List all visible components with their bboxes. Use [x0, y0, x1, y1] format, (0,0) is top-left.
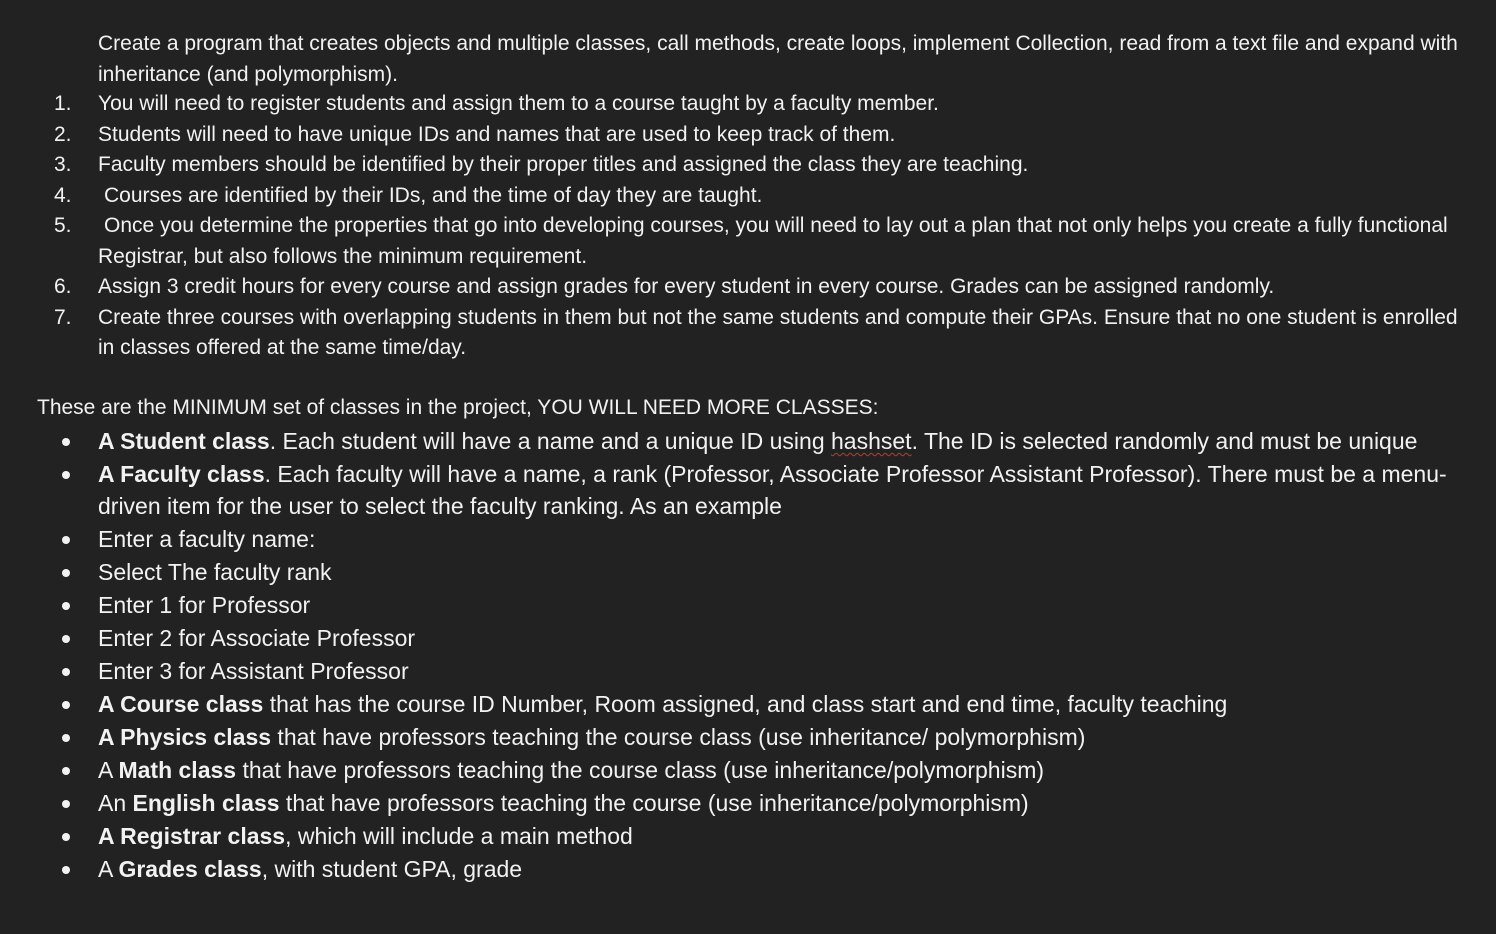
item-text: Select The faculty rank: [98, 559, 332, 585]
list-number: 5.: [54, 214, 72, 237]
bullet-icon: [62, 833, 70, 841]
item-text: Enter 1 for Professor: [98, 592, 311, 618]
class-name: A Student class: [98, 428, 270, 454]
bullet-icon: [62, 438, 70, 446]
classes-bullet-list: [0, 425, 1496, 886]
bullet-icon: [62, 602, 70, 610]
list-item: [0, 688, 1496, 720]
bullet-icon: [62, 767, 70, 775]
list-item: [0, 303, 1496, 364]
bullet-icon: [62, 800, 70, 808]
list-item-text: Courses are identified by their IDs, and the time of day they are taught.: [104, 183, 763, 207]
list-number: 3.: [54, 153, 72, 176]
item-text: that have professors teaching the course class (use inheritance/ polymorphism): [271, 724, 1086, 750]
item-text: , which will include a main method: [285, 823, 633, 849]
list-item: [0, 120, 1496, 151]
item-text: . The ID is selected randomly and must be unique: [911, 428, 1418, 454]
item-text: . Each faculty will have a name, a rank (Professor, Associate Professor Assistant Professor). There must be a menu-driven item for the user to select the faculty ranking. As an example: [98, 461, 1447, 519]
item-text: that have professors teaching the course class (use inheritance/polymorphism): [236, 757, 1045, 783]
item-text: , with student GPA, grade: [261, 856, 523, 882]
bullet-icon: [62, 635, 70, 643]
list-item: [0, 853, 1496, 885]
bullet-icon: [62, 471, 70, 479]
class-name: A Faculty class: [98, 461, 265, 487]
item-text: Enter 2 for Associate Professor: [98, 625, 416, 651]
bullet-icon: [62, 668, 70, 676]
list-item-text: Create three courses with overlapping students in them but not the same students and compute their GPAs. Ensure that no one student is enrolled in classes offered at the same time/day.: [98, 305, 1458, 359]
spellcheck-word: hashset: [831, 428, 912, 454]
bullet-icon: [62, 701, 70, 709]
item-text: . Each student will have a name and a unique ID using: [269, 428, 832, 454]
item-text: An: [98, 790, 133, 816]
list-item: [0, 425, 1496, 457]
list-number: 2.: [54, 122, 72, 146]
list-item: [0, 150, 1496, 181]
list-number: 7.: [54, 305, 72, 329]
list-item-text: Faculty members should be identified by their proper titles and assigned the class they are teaching.: [98, 153, 1029, 176]
class-name: A Physics class: [98, 724, 272, 750]
bullet-icon: [62, 734, 70, 742]
bullet-icon: [62, 569, 70, 577]
list-item-text: Students will need to have unique IDs and names that are used to keep track of them.: [98, 122, 896, 146]
list-item: [0, 181, 1496, 212]
intro-paragraph: Create a program that creates objects and multiple classes, call methods, create loops, implement Collection, read from a text file and expand with inheritance (and polymorphism).: [98, 32, 1458, 86]
list-item: [0, 458, 1496, 522]
list-item: [0, 89, 1496, 120]
list-number: 4.: [54, 183, 72, 207]
requirements-numbered-list: [0, 89, 1496, 364]
list-item: [0, 820, 1496, 852]
bullet-icon: [62, 536, 70, 544]
item-text: that have professors teaching the course (use inheritance/polymorphism): [279, 790, 1029, 816]
list-item: [0, 754, 1496, 786]
list-item: [0, 622, 1496, 654]
bullet-icon: [62, 866, 70, 874]
list-item: [0, 721, 1496, 753]
list-item-text: Once you determine the properties that go into developing courses, you will need to lay out a plan that not only helps you create a fully functional Registrar, but also follows the minimum requirement.: [98, 214, 1448, 268]
item-text: A: [98, 856, 119, 882]
item-text: that has the course ID Number, Room assigned, and class start and end time, faculty teaching: [263, 691, 1228, 717]
minimum-classes-heading: These are the MINIMUM set of classes in the project, YOU WILL NEED MORE CLASSES:: [37, 396, 879, 419]
list-number: 6.: [54, 275, 72, 298]
class-name: English class: [132, 790, 280, 816]
list-item: [0, 523, 1496, 555]
list-item-text: Assign 3 credit hours for every course and assign grades for every student in every course. Grades can be assigned randomly.: [98, 275, 1275, 298]
list-number: 1.: [54, 92, 72, 115]
class-name: Grades class: [118, 856, 262, 882]
list-item: [0, 589, 1496, 621]
list-item: [0, 556, 1496, 588]
list-item: [0, 787, 1496, 819]
list-item-text: You will need to register students and assign them to a course taught by a faculty member.: [98, 92, 939, 115]
list-item: [0, 655, 1496, 687]
class-name: A Registrar class: [98, 823, 286, 849]
item-text: Enter 3 for Assistant Professor: [98, 658, 409, 684]
list-item: [0, 272, 1496, 303]
list-item: [0, 211, 1496, 272]
class-name: A Course class: [98, 691, 264, 717]
item-text: A: [98, 757, 119, 783]
class-name: Math class: [118, 757, 237, 783]
item-text: Enter a faculty name:: [98, 526, 316, 552]
